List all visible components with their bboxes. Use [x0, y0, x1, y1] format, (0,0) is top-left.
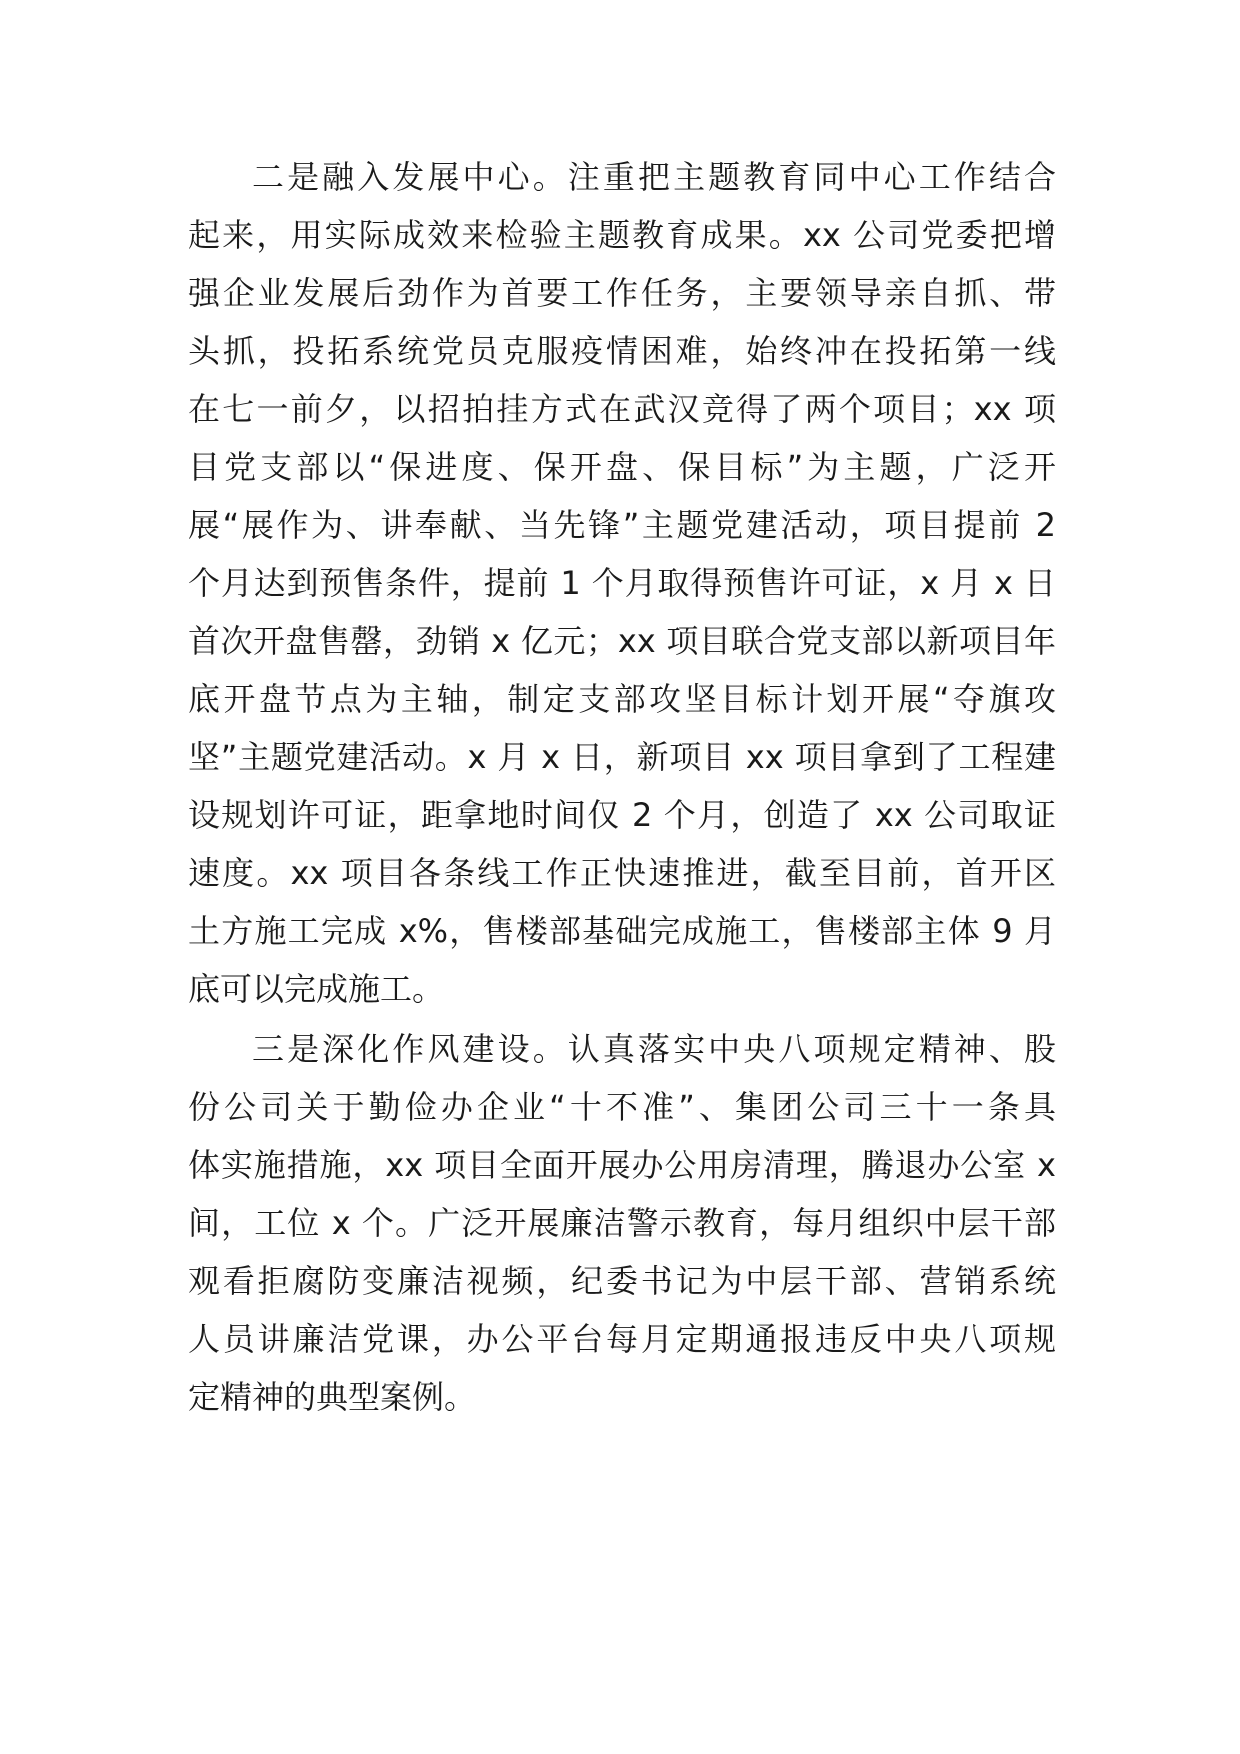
text-line: 首次开盘售罄，劲销 x 亿元；xx 项目联合党支部以新项目年	[188, 622, 1056, 660]
text-line: 体实施措施，xx 项目全面开展办公用房清理，腾退办公室 x	[188, 1146, 1056, 1184]
text-line: 定精神的典型案例。	[188, 1378, 477, 1416]
text-line: 三是深化作风建设。认真落实中央八项规定精神、股	[252, 1030, 1056, 1068]
text-line: 设规划许可证，距拿地时间仅 2 个月，创造了 xx 公司取证	[188, 796, 1056, 834]
text-line: 间，工位 x 个。广泛开展廉洁警示教育，每月组织中层干部	[188, 1204, 1056, 1242]
text-line: 在七一前夕，以招拍挂方式在武汉竞得了两个项目；xx 项	[188, 390, 1056, 428]
text-line: 土方施工完成 x%，售楼部基础完成施工，售楼部主体 9 月	[188, 912, 1056, 950]
text-line: 展“展作为、讲奉献、当先锋”主题党建活动，项目提前 2	[188, 506, 1056, 544]
text-line: 人员讲廉洁党课，办公平台每月定期通报违反中央八项规	[188, 1320, 1056, 1358]
text-line: 头抓，投拓系统党员克服疫情困难，始终冲在投拓第一线	[188, 332, 1056, 370]
text-line: 起来，用实际成效来检验主题教育成果。xx 公司党委把增	[188, 216, 1056, 254]
text-line: 坚”主题党建活动。x 月 x 日，新项目 xx 项目拿到了工程建	[188, 738, 1056, 776]
text-line: 目党支部以“保进度、保开盘、保目标”为主题，广泛开	[188, 448, 1056, 486]
text-line: 底可以完成施工。	[188, 970, 445, 1008]
text-line: 速度。xx 项目各条线工作正快速推进，截至目前，首开区	[188, 854, 1056, 892]
text-line: 观看拒腐防变廉洁视频，纪委书记为中层干部、营销系统	[188, 1262, 1056, 1300]
text-line: 底开盘节点为主轴，制定支部攻坚目标计划开展“夺旗攻	[188, 680, 1056, 718]
text-line: 强企业发展后劲作为首要工作任务，主要领导亲自抓、带	[188, 274, 1056, 312]
text-line: 份公司关于勤俭办企业“十不准”、集团公司三十一条具	[188, 1088, 1056, 1126]
text-line: 二是融入发展中心。注重把主题教育同中心工作结合	[252, 158, 1056, 196]
text-line: 个月达到预售条件，提前 1 个月取得预售许可证，x 月 x 日	[188, 564, 1056, 602]
